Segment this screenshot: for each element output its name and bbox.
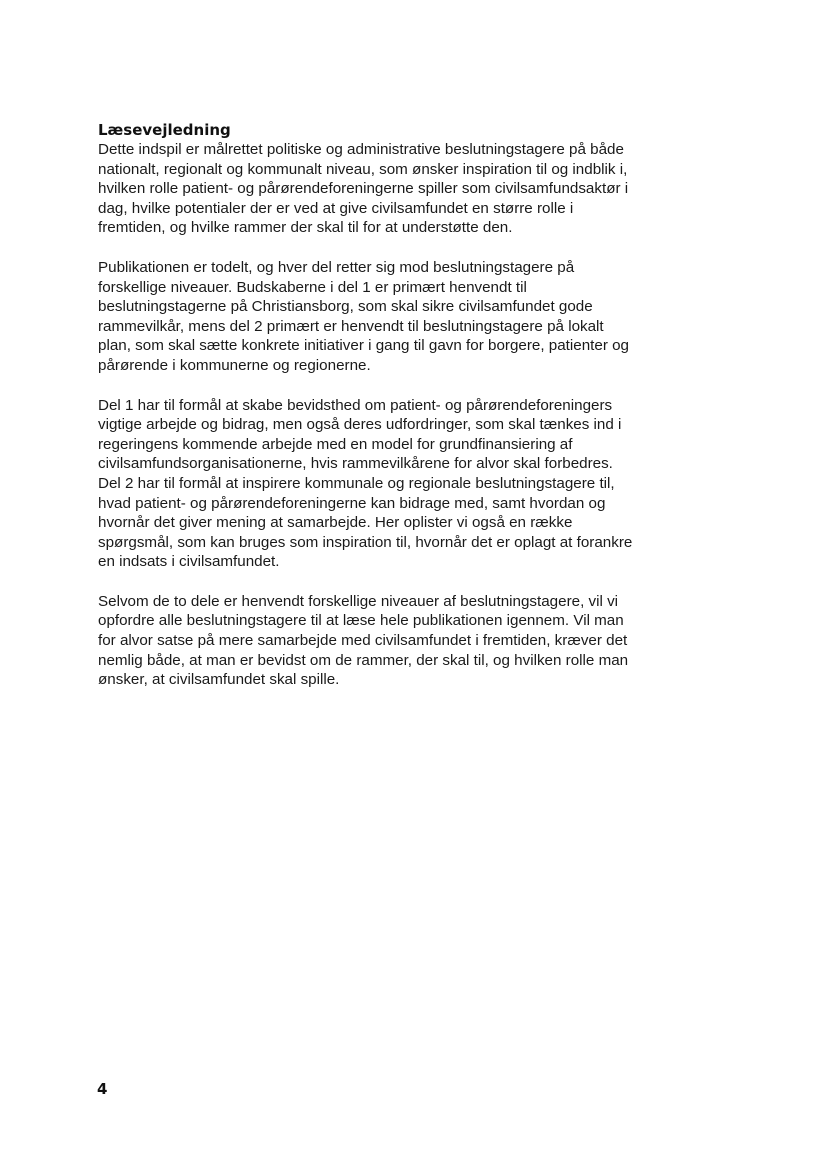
- text-line: nemlig både, at man er bevidst om de rammer, der skal til, og hvilken rolle man: [98, 651, 629, 669]
- text-line: opfordre alle beslutningstagere til at læse hele publikationen igennem. Vil man: [98, 612, 624, 630]
- text-line: forskellige niveauer. Budskaberne i del 1 er primært henvendt til: [98, 278, 527, 296]
- text-line: en indsats i civilsamfundet.: [98, 553, 280, 571]
- document-page: [98, 120, 678, 710]
- paragraph: [98, 140, 678, 238]
- text-line: Publikationen er todelt, og hver del retter sig mod beslutningstagere på: [98, 258, 575, 276]
- text-line: hvornår det giver mening at samarbejde. Her oplister vi også en række: [98, 514, 573, 532]
- text-line: Del 2 har til formål at inspirere kommunale og regionale beslutningstagere til,: [98, 474, 615, 492]
- text-line: vigtige arbejde og bidrag, men også deres udfordringer, som skal tænkes ind i: [98, 416, 622, 434]
- text-line: regeringens kommende arbejde med en model for grundfinansiering af: [98, 435, 573, 453]
- page-number: 4: [97, 1080, 108, 1098]
- text-line: Del 1 har til formål at skabe bevidsthed om patient- og pårørendeforeningers: [98, 396, 613, 414]
- text-line: nationalt, regionalt og kommunalt niveau, som ønsker inspiration til og indblik i,: [98, 160, 628, 178]
- text-line: beslutningstagerne på Christiansborg, som skal sikre civilsamfundet gode: [98, 298, 593, 316]
- paragraph: [98, 396, 678, 572]
- text-line: fremtiden, og hvilke rammer der skal til for at understøtte den.: [98, 219, 513, 237]
- text-line: Dette indspil er målrettet politiske og administrative beslutningstagere på både: [98, 141, 624, 158]
- section-heading: Læsevejledning: [98, 121, 231, 139]
- text-line: civilsamfundsorganisationerne, hvis rammevilkårene for alvor skal forbedres.: [98, 455, 613, 473]
- paragraph: [98, 258, 678, 376]
- paragraph: [98, 592, 678, 690]
- text-line: spørgsmål, som kan bruges som inspiration til, hvornår det er oplagt at forankre: [98, 533, 633, 551]
- text-line: Selvom de to dele er henvendt forskellige niveauer af beslutningstagere, vil vi: [98, 592, 619, 610]
- text-line: rammevilkår, mens del 2 primært er henvendt til beslutningstagere på lokalt: [98, 317, 604, 335]
- text-line: hvilken rolle patient- og pårørendeforeningerne spiller som civilsamfundsaktør i: [98, 180, 629, 198]
- text-line: dag, hvilke potentialer der er ved at give civilsamfundet en større rolle i: [98, 199, 574, 217]
- text-line: pårørende i kommunerne og regionerne.: [98, 356, 371, 374]
- text-line: ønsker, at civilsamfundet skal spille.: [98, 671, 340, 689]
- body-text: [98, 140, 678, 690]
- text-line: plan, som skal sætte konkrete initiativer i gang til gavn for borgere, patienter og: [98, 337, 629, 355]
- text-line: for alvor satse på mere samarbejde med civilsamfundet i fremtiden, kræver det: [98, 632, 628, 650]
- text-line: hvad patient- og pårørendeforeningerne kan bidrage med, samt hvordan og: [98, 494, 606, 512]
